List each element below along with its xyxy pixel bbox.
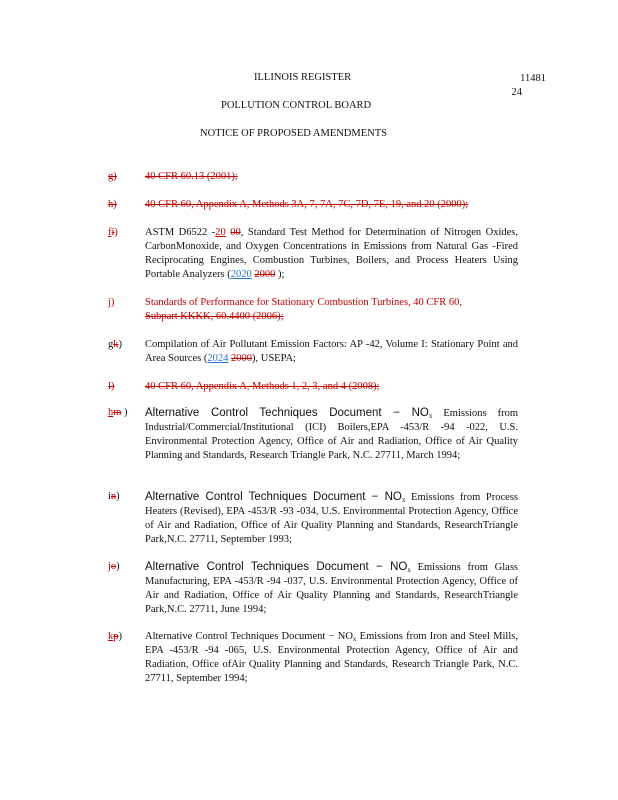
list-item-h-deleted [108, 198, 528, 212]
label-deleted: o [110, 561, 117, 572]
label-inserted: j [108, 561, 111, 572]
item-text: 40 CFR 60.13 (2001); [145, 171, 238, 182]
item-text: 40 CFR 60, Appendix A, Methods 3A, 7, 7A, 7C, 7D, 7E, 19, and 20 (2000); [145, 199, 469, 210]
item-label: h) [108, 199, 117, 210]
subscript: x [407, 566, 411, 574]
item-label [108, 560, 144, 574]
item-text [145, 226, 518, 282]
label-inserted: h [108, 407, 114, 418]
label-paren: ) [116, 561, 120, 572]
item-label [108, 226, 144, 240]
label-deleted: i [111, 227, 115, 238]
doc-title: Alternative Control Techniques Document − NO [145, 561, 408, 573]
text-part: Emissions from Industrial/Commercial/Institutional (ICI) Boilers,EPA -453/R -94 -022, U.S. Environmental Protection Agency, Office of Air and Radiation, Office of Air Quality Planning and Standards, Research Triangle Park, N.C. 27711, March 1994; [145, 408, 518, 461]
deleted-edition: 2000 [231, 353, 253, 364]
text-part: ASTM D6522 - [145, 227, 216, 238]
item-label: l) [108, 381, 115, 392]
label-inserted: i [108, 491, 111, 502]
text-part: Compilation of Air Pollutant Emission Factors: AP -42, Volume I: Stationary Point and Area Sources ( [145, 339, 518, 364]
label-paren: ) [114, 227, 118, 238]
label-deleted: m [113, 407, 122, 418]
deleted-edition: 2000 [254, 269, 276, 280]
inserted-edition: 2020 [230, 269, 252, 280]
label-paren: ) [116, 491, 120, 502]
list-item-j [108, 296, 518, 324]
label-paren: ) [118, 339, 122, 350]
subscript: x [352, 635, 357, 643]
list-item-ici-boilers [108, 406, 518, 463]
label-paren: ) [121, 407, 128, 418]
item-text [145, 338, 518, 366]
list-item-ap42 [108, 338, 518, 366]
text-part: Emissions from Iron and Steel Mills, EPA -453/R -94 -065, U.S. Environmental Protection Agency, Office of Air and Radiation, Office ofAir Quality Planning and Standards, Research Triangle Park, N.C. 27711, September 1994; [145, 631, 518, 684]
text-part: Emissions from Glass Manufacturing, EPA -453/R -94 -037, U.S. Environmental Protection Agency, Office of Air and Radiation, Office of Air Quality Planning and Standards, ResearchTriangle Park,N.C. 27711, June 1994; [145, 562, 518, 615]
label-deleted: k [113, 339, 119, 350]
issue-number: 24 [511, 87, 522, 98]
item-text: 40 CFR 60, Appendix A, Methods 1, 2, 3, and 4 (2008); [145, 381, 380, 392]
board-title: POLLUTION CONTROL BOARD [221, 100, 372, 111]
page-number-block [512, 72, 547, 100]
subscript: x [428, 412, 433, 420]
deleted-text: 00 [230, 227, 241, 238]
item-text [145, 630, 518, 686]
item-label [108, 630, 144, 644]
item-label [108, 338, 144, 352]
register-title: ILLINOIS REGISTER [254, 72, 352, 83]
subscript: x [401, 496, 406, 504]
item-text [145, 560, 518, 617]
doc-title: Alternative Control Techniques Document − NO [145, 407, 429, 419]
text-part: ); [275, 269, 285, 280]
list-item-process-heaters [108, 490, 518, 547]
list-item-astm [108, 226, 518, 282]
text-part: , Standard Test Method for Determination of Nitrogen Oxides, CarbonMonoxide, and Oxygen Concentrations in Emissions from Natural Gas -Fired Reciprocating Engines, Combustion Turbines, Boilers, and Process Heaters Using Portable Analyzers ( [145, 227, 518, 280]
text-part: Alternative Control Techniques Document − NO [145, 631, 353, 642]
inserted-text: 20 [215, 227, 226, 238]
list-item-glass [108, 560, 518, 617]
list-item-g-deleted [108, 170, 518, 184]
item-label: j) [108, 297, 115, 308]
inserted-text: Standards of Performance for Stationary Combustion Turbines, 40 CFR 60, [145, 297, 463, 308]
item-text [145, 406, 518, 463]
text-part: ), USEPA; [252, 353, 296, 364]
item-text [145, 490, 518, 547]
label-deleted: p [113, 631, 119, 642]
label-inserted: k [108, 631, 114, 642]
item-label [108, 406, 144, 420]
text-part: Emissions from Process Heaters (Revised), EPA -453/R -93 -034, U.S. Environmental Protection Agency, Office of Air and Radiation, Office of Air Quality Planning and Standards, ResearchTriangle Park,N.C. 27711, September 1993; [145, 492, 518, 545]
list-item-l-deleted [108, 380, 518, 394]
item-label: g) [108, 171, 117, 182]
label-inserted: g [108, 339, 114, 350]
doc-title: Alternative Control Techniques Document − NO [145, 491, 402, 503]
notice-title: NOTICE OF PROPOSED AMENDMENTS [200, 128, 387, 139]
inserted-edition: 2024 [207, 353, 229, 364]
list-item-iron-steel [108, 630, 518, 686]
deleted-text: Subpart KKKK, 60.4400 (2006); [145, 311, 284, 322]
item-label [108, 490, 144, 504]
item-text [145, 296, 518, 324]
label-paren: ) [118, 631, 122, 642]
page-number: 11481 [520, 73, 546, 84]
label-inserted: f [108, 227, 112, 238]
label-deleted: n [110, 491, 117, 502]
